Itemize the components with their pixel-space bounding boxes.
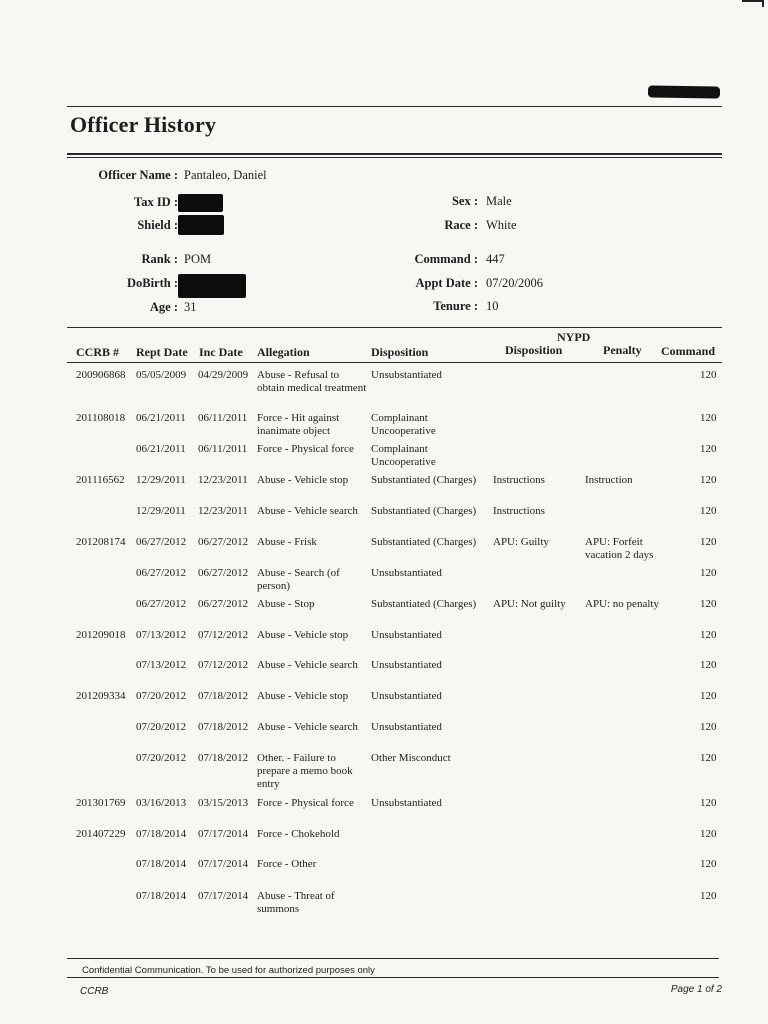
cell-inc: 06/27/2012 — [198, 598, 249, 610]
cell-allegation: Force - Chokehold — [257, 828, 340, 840]
footer-bottom-rule — [67, 977, 719, 978]
cell-ccrb: 201407229 — [76, 828, 126, 840]
cell-inc: 04/29/2009 — [198, 369, 249, 381]
age-label: Age : — [149, 300, 178, 314]
age-value: 31 — [184, 300, 197, 314]
cell-command: 120 — [700, 629, 717, 641]
cell-ccrb: 201108018 — [76, 412, 126, 424]
officer-name-value: Pantaleo, Daniel — [184, 168, 267, 182]
col-header-allegation: Allegation — [257, 345, 310, 359]
confidential-notice: Confidential Communication. To be used for authorized purposes only — [82, 965, 375, 976]
cell-disposition: Substantiated (Charges) — [371, 474, 477, 486]
tenure-value: 10 — [486, 299, 499, 313]
officer-name-label: Officer Name : — [98, 168, 178, 182]
cell-allegation: Abuse - Refusal to obtain medical treatment — [257, 369, 367, 394]
cell-disposition: Complainant Uncooperative — [371, 412, 436, 437]
cell-rept: 07/20/2012 — [136, 721, 187, 733]
cell-allegation: Abuse - Vehicle search — [257, 659, 358, 671]
title-bottom-rule — [67, 153, 722, 155]
cell-rept: 12/29/2011 — [136, 505, 186, 517]
cell-allegation: Abuse - Vehicle stop — [257, 690, 349, 702]
dob-label: DoBirth : — [126, 276, 178, 290]
col-header-ccrb: CCRB # — [76, 345, 120, 359]
page-title: Officer History — [70, 112, 217, 137]
cell-inc: 07/17/2014 — [198, 890, 249, 902]
cell-allegation: Force - Other — [257, 858, 317, 870]
cell-rept: 06/27/2012 — [136, 567, 187, 579]
cell-rept: 07/18/2014 — [136, 890, 187, 902]
cell-ccrb: 201116562 — [76, 474, 125, 486]
col-header-penalty: Penalty — [603, 343, 642, 357]
cell-allegation: Force - Physical force — [257, 443, 354, 455]
race-label: Race : — [444, 218, 478, 232]
cell-ccrb: 201209018 — [76, 629, 126, 641]
cell-disposition: Other Misconduct — [371, 752, 451, 764]
cell-inc: 07/17/2014 — [198, 828, 249, 840]
cell-command: 120 — [700, 828, 717, 840]
cell-ccrb: 200906868 — [76, 369, 126, 381]
shield-label: Shield : — [137, 218, 178, 232]
cell-command: 120 — [700, 890, 717, 902]
cell-rept: 07/20/2012 — [136, 752, 187, 764]
cell-disposition: Unsubstantiated — [371, 721, 442, 733]
cell-disposition: Unsubstantiated — [371, 797, 442, 809]
cell-command: 120 — [700, 505, 717, 517]
cell-rept: 05/05/2009 — [136, 369, 187, 381]
appt-date-value: 07/20/2006 — [486, 276, 543, 290]
cell-rept: 06/27/2012 — [136, 598, 187, 610]
cell-command: 120 — [700, 443, 717, 455]
cell-command: 120 — [700, 598, 717, 610]
cell-ccrb: 201209334 — [76, 690, 126, 702]
sex-label: Sex : — [451, 194, 478, 208]
title-bottom-rule-2 — [67, 157, 722, 158]
cell-rept: 07/18/2014 — [136, 858, 187, 870]
cell-inc: 06/27/2012 — [198, 536, 249, 548]
cell-command: 120 — [700, 567, 717, 579]
cell-allegation: Abuse - Vehicle stop — [257, 629, 349, 641]
cell-rept: 07/13/2012 — [136, 659, 187, 671]
cell-rept: 07/20/2012 — [136, 690, 187, 702]
cell-inc: 06/11/2011 — [198, 412, 248, 424]
col-header-rept-date: Rept Date — [136, 345, 188, 359]
tax-id-redaction — [178, 194, 223, 212]
cell-allegation: Abuse - Frisk — [257, 536, 317, 548]
cell-command: 120 — [700, 474, 717, 486]
command-label: Command : — [414, 252, 478, 266]
cell-ccrb: 201208174 — [76, 536, 126, 548]
shield-redaction — [178, 215, 224, 235]
sex-value: Male — [486, 194, 512, 208]
cell-command: 120 — [700, 536, 717, 548]
cell-disposition: Substantiated (Charges) — [371, 505, 477, 517]
cell-allegation: Abuse - Vehicle search — [257, 721, 358, 733]
title-top-rule — [67, 106, 722, 107]
cell-inc: 12/23/2011 — [198, 474, 248, 486]
cell-inc: 07/17/2014 — [198, 858, 249, 870]
cell-penalty: APU: no penalty — [585, 598, 659, 610]
footer-org: CCRB — [80, 986, 109, 997]
col-header-command: Command — [661, 344, 716, 358]
cell-nypd: APU: Guilty — [493, 536, 549, 548]
cell-disposition: Complainant Uncooperative — [371, 443, 436, 468]
cell-rept: 12/29/2011 — [136, 474, 186, 486]
table-header-rule — [67, 362, 722, 363]
cell-command: 120 — [700, 690, 717, 702]
cell-inc: 07/12/2012 — [198, 629, 249, 641]
tenure-label: Tenure : — [433, 299, 478, 313]
cell-allegation: Abuse - Threat of summons — [257, 890, 335, 915]
cell-rept: 07/18/2014 — [136, 828, 187, 840]
col-header-inc-date: Inc Date — [199, 345, 243, 359]
page-corner-mark — [742, 0, 764, 2]
cell-command: 120 — [700, 721, 717, 733]
cell-rept: 06/21/2011 — [136, 412, 186, 424]
cell-rept: 03/16/2013 — [136, 797, 187, 809]
cell-command: 120 — [700, 797, 717, 809]
cell-nypd: APU: Not guilty — [493, 598, 566, 610]
cell-inc: 07/18/2012 — [198, 752, 249, 764]
cell-nypd: Instructions — [493, 505, 545, 517]
cell-rept: 07/13/2012 — [136, 629, 187, 641]
cell-command: 120 — [700, 858, 717, 870]
cell-allegation: Force - Physical force — [257, 797, 354, 809]
cell-inc: 12/23/2011 — [198, 505, 248, 517]
dob-redaction — [178, 274, 246, 298]
cell-disposition: Unsubstantiated — [371, 629, 442, 641]
nypd-group-header: NYPD — [557, 330, 591, 344]
cell-disposition: Unsubstantiated — [371, 567, 442, 579]
cell-rept: 06/21/2011 — [136, 443, 186, 455]
cell-command: 120 — [700, 412, 717, 424]
cell-inc: 03/15/2013 — [198, 797, 249, 809]
cell-disposition: Substantiated (Charges) — [371, 536, 477, 548]
redaction-bar — [648, 85, 720, 98]
cell-disposition: Substantiated (Charges) — [371, 598, 477, 610]
cell-command: 120 — [700, 752, 717, 764]
cell-allegation: Abuse - Search (of person) — [257, 567, 340, 592]
race-value: White — [486, 218, 517, 232]
cell-allegation: Other. - Failure to prepare a memo book entry — [257, 752, 353, 790]
cell-allegation: Abuse - Stop — [257, 598, 315, 610]
cell-inc: 07/18/2012 — [198, 690, 249, 702]
cell-penalty: APU: Forfeit vacation 2 days — [585, 536, 654, 561]
appt-date-label: Appt Date : — [415, 276, 478, 290]
cell-ccrb: 201301769 — [76, 797, 126, 809]
rank-label: Rank : — [141, 252, 178, 266]
cell-inc: 06/27/2012 — [198, 567, 249, 579]
rank-value: POM — [184, 252, 212, 266]
cell-disposition: Unsubstantiated — [371, 369, 442, 381]
cell-command: 120 — [700, 659, 717, 671]
cell-inc: 06/11/2011 — [198, 443, 248, 455]
footer-top-rule — [67, 958, 719, 959]
cell-disposition: Unsubstantiated — [371, 659, 442, 671]
page-corner-mark-tick — [762, 2, 764, 7]
cell-rept: 06/27/2012 — [136, 536, 187, 548]
cell-inc: 07/18/2012 — [198, 721, 249, 733]
command-value: 447 — [486, 252, 505, 266]
col-header-disposition: Disposition — [371, 345, 429, 359]
cell-command: 120 — [700, 369, 717, 381]
cell-allegation: Abuse - Vehicle stop — [257, 474, 349, 486]
tax-id-label: Tax ID : — [134, 195, 178, 209]
cell-nypd: Instructions — [493, 474, 545, 486]
cell-disposition: Unsubstantiated — [371, 690, 442, 702]
cell-allegation: Abuse - Vehicle search — [257, 505, 358, 517]
col-header-nypd-disposition: Disposition — [505, 343, 563, 357]
cell-penalty: Instruction — [585, 474, 633, 486]
table-top-rule — [67, 327, 722, 328]
cell-allegation: Force - Hit against inanimate object — [257, 412, 340, 437]
page-number: Page 1 of 2 — [670, 984, 722, 995]
cell-inc: 07/12/2012 — [198, 659, 249, 671]
